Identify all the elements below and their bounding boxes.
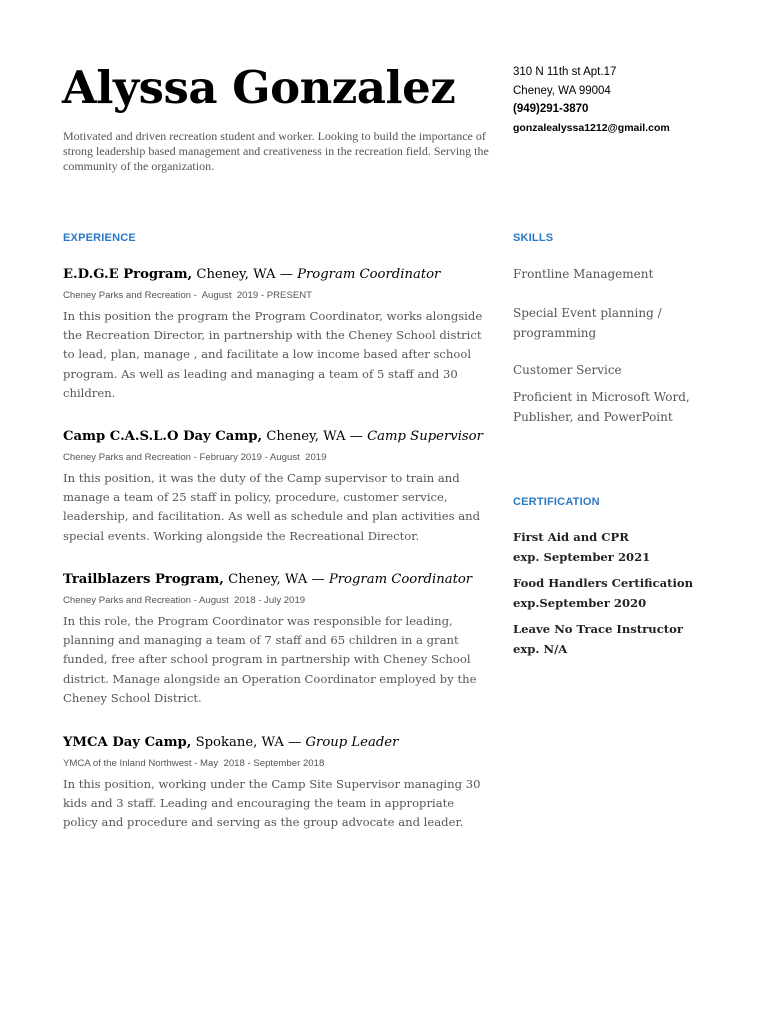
address-line-2: Cheney, WA 99004	[513, 84, 611, 97]
cert-name: Leave No Trace Instructor	[513, 622, 683, 636]
skill-item: Special Event planning / programming	[513, 306, 662, 340]
skill-item: Customer Service	[513, 363, 622, 377]
candidate-name: Alyssa Gonzalez	[62, 61, 456, 114]
job-heading	[63, 428, 483, 446]
job-org: Trailblazers Program,	[63, 572, 224, 587]
job-role: Group Leader	[305, 735, 399, 750]
cert-item	[513, 574, 743, 613]
job-entry	[63, 734, 483, 833]
cert-item	[513, 528, 743, 567]
job-org: YMCA Day Camp,	[63, 735, 192, 750]
job-org: E.D.G.E Program,	[63, 267, 193, 282]
job-description: In this role, the Program Coordinator was responsible for leading, planning and managing a team of 7 staff and 65 children in a grant funded, free after school program in partnership with Cheney School district. Manage alongside an Operation Coordinator employed by the Cheney School District.	[63, 614, 477, 705]
cert-name: First Aid and CPR	[513, 530, 629, 544]
job-role: Program Coordinator	[297, 267, 441, 282]
job-meta: Cheney Parks and Recreation - August 2019 - PRESENT	[63, 290, 313, 301]
job-entry	[63, 571, 483, 708]
cert-expiry: exp. September 2021	[513, 549, 651, 564]
cert-name: Food Handlers Certification	[513, 576, 694, 590]
job-location: Cheney, WA —	[192, 267, 298, 282]
phone-number: (949)291-3870	[513, 103, 589, 115]
job-location: Cheney, WA —	[262, 429, 368, 444]
experience-heading: EXPERIENCE	[63, 232, 136, 244]
job-location: Cheney, WA —	[223, 572, 329, 587]
summary-text: Motivated and driven recreation student and worker. Looking to build the importance of strong leadership based management and creativeness in the recreation field. Serving the community of the organization.	[63, 129, 489, 173]
job-description: In this position, it was the duty of the Camp supervisor to train and manage a team of 25 staff in policy, procedure, customer service, leadership, and facilitation. As well as schedule and plan activities and special events. Working alongside the Recreational Director.	[63, 471, 481, 543]
job-description: In this position the program the Program Coordinator, works alongside the Recreation Director, in partnership with the Cheney School district to lead, plan, manage , and facilitate a low income based after school program. As well as leading and managing a team of 5 staff and 30 children.	[63, 309, 483, 400]
cert-expiry: exp. N/A	[513, 641, 568, 656]
contact-block	[513, 63, 753, 137]
job-heading	[63, 266, 483, 284]
job-heading	[63, 571, 483, 589]
job-meta: Cheney Parks and Recreation - August 2018 - July 2019	[63, 595, 306, 606]
job-description: In this position, working under the Camp Site Supervisor managing 30 kids and 3 staff. Leading and encouraging the team in appropriate policy and procedure and serving as the group advocate and leader.	[63, 777, 481, 830]
job-heading	[63, 734, 483, 752]
job-entry	[63, 266, 483, 403]
job-org: Camp C.A.S.L.O Day Camp,	[63, 429, 263, 444]
job-role: Program Coordinator	[328, 572, 473, 587]
certification-heading: CERTIFICATION	[513, 496, 600, 508]
job-meta: Cheney Parks and Recreation - February 2019 - August 2019	[63, 452, 327, 463]
cert-item	[513, 620, 743, 659]
job-location: Spokane, WA —	[191, 735, 306, 750]
job-meta: YMCA of the Inland Northwest - May 2018 - September 2018	[63, 758, 325, 769]
cert-expiry: exp.September 2020	[513, 595, 647, 610]
email-link[interactable]: gonzalealyssa1212@gmail.com	[513, 121, 670, 134]
job-role: Camp Supervisor	[367, 429, 483, 444]
skills-heading: SKILLS	[513, 232, 554, 244]
skill-item: Proficient in Microsoft Word, Publisher, and PowerPoint	[513, 390, 690, 424]
address-line-1: 310 N 11th st Apt.17	[513, 66, 617, 78]
skill-item: Frontline Management	[513, 267, 654, 281]
job-entry	[63, 428, 483, 546]
